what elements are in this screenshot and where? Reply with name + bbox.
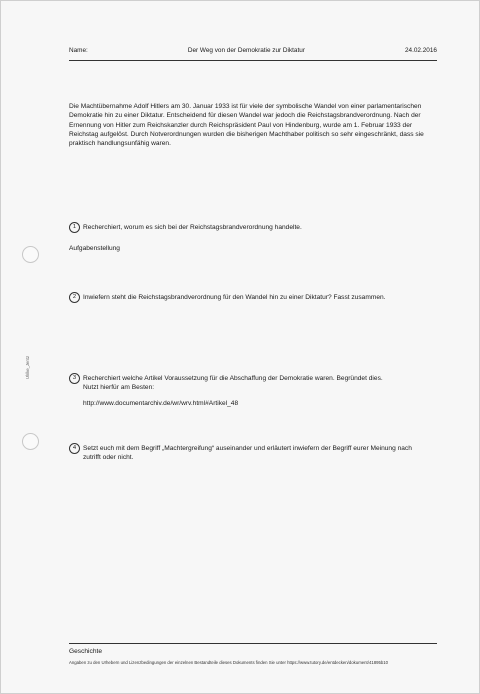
name-label: Name: [69, 47, 88, 54]
intro-paragraph: Die Machtübernahme Adolf Hitlers am 30. Januar 1933 ist für viele der symbolische Wandel von einer parlamentarischen Demokratie hin zu einer Diktatur. Entscheidend für diesen Wandel war jedoch die Reichstagsbrandverordnung. Nach der Ernennung von Hitler zum Reichskanzler durch Reichspräsident Paul von Hindenburg, wurde am 1. Februar 1933 der Reichstag aufgelöst. Durch Notverordnungen wurden die bisherigen Machthaber politisch so sehr eingeschränkt, dass sie praktisch handlungsunfähig waren. [69, 103, 424, 148]
task-4 [69, 444, 429, 463]
task-number-4: 4 [69, 443, 80, 454]
worksheet-date: 24.02.2016 [404, 47, 437, 54]
header-divider [69, 60, 437, 61]
task-number-1: 1 [69, 222, 80, 233]
author-side-label: Ulrike_Jentz [25, 355, 30, 379]
task-number-3: 3 [69, 373, 80, 384]
task-3 [69, 374, 429, 408]
punch-hole-top [22, 246, 39, 263]
task-1-text: Recherchiert, worum es sich bei der Reichstagsbrandverordnung handelte. [83, 224, 302, 231]
punch-hole-bottom [22, 433, 39, 450]
footer-subject: Geschichte [69, 648, 102, 655]
worksheet-title: Der Weg von der Demokratie zur Diktatur [187, 47, 305, 54]
task-number-2: 2 [69, 292, 80, 303]
task-3-link[interactable]: http://www.documentarchiv.de/wr/wrv.html#Artikel_48 [83, 399, 239, 407]
task-3-text: Recherchiert welche Artikel Voraussetzung für die Abschaffung der Demokratie waren. Begründet dies. Nutzt hierfür am Besten: [83, 375, 383, 392]
footer-license-note: Angaben zu den Urhebern und Lizenzbedingungen der einzelnen Bestandteile dieses Dokuments finden Sie unter https://www.tutory.de/entdecken/dokument/41895b10 [69, 660, 389, 665]
page-header [69, 47, 437, 54]
task-2-text: Inwiefern steht die Reichstagsbrandverordnung für den Wandel hin zu einer Diktatur? Fasst zusammen. [83, 294, 386, 301]
task-2 [69, 293, 429, 302]
task-4-text: Setzt euch mit dem Begriff „Machtergreifung“ auseinander und erläutert inwiefern der Begriff eurer Meinung nach zutrifft oder nicht. [83, 445, 412, 462]
footer-divider [69, 643, 437, 644]
aufgaben-label: Aufgabenstellung [69, 245, 120, 252]
task-1 [69, 223, 429, 232]
